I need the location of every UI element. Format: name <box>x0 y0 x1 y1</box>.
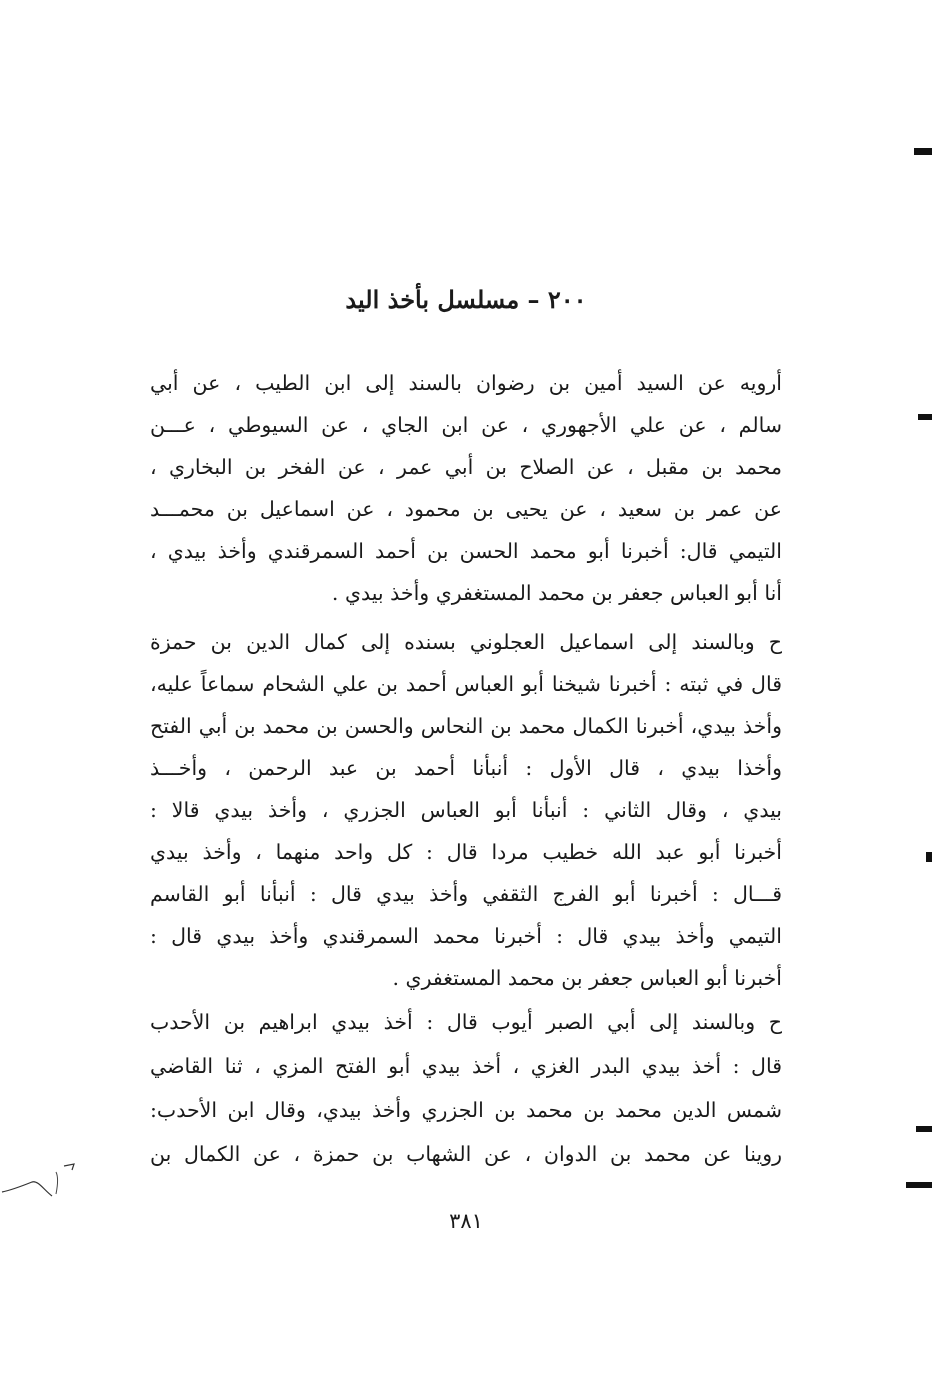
scan-mark <box>926 852 932 862</box>
scan-mark <box>918 414 932 420</box>
text-line: وأخذ بيدي، أخبرنا الكمال محمد بن النحاس والحسن بن محمد بن أبي الفتح <box>150 714 782 738</box>
text-line: قـــال : أخبرنا أبو الفرج الثقفي وأخذ بيدي قال : أنبأنا أبو القاسم <box>150 882 782 906</box>
text-line: روينا عن محمد بن الدوان ، عن الشهاب بن حمزة ، عن الكمال بن <box>150 1142 782 1166</box>
section-title: ٢٠٠ – مسلسل بأخذ اليد <box>345 285 587 314</box>
paragraph-2 <box>150 621 782 999</box>
text-line: التيمي قال: أخبرنا أبو محمد الحسن بن أحمد السمرقندي وأخذ بيدي ، <box>150 539 782 563</box>
page-number: ٣٨١ <box>449 1209 483 1233</box>
paragraph-1 <box>150 362 782 614</box>
text-line: محمد بن مقبل ، عن الصلاح بن أبي عمر ، عن الفخر بن البخاري ، <box>150 455 782 479</box>
text-line: بيدي ، وقال الثاني : أنبأنا أبو العباس الجزري ، وأخذ بيدي قالا : <box>150 798 782 822</box>
margin-scribble <box>0 1150 90 1210</box>
text-line: أنا أبو العباس جعفر بن محمد المستغفري وأخذ بيدي . <box>331 581 782 605</box>
text-line: أخبرنا أبو العباس جعفر بن محمد المستغفري . <box>392 966 782 990</box>
text-line: شمس الدين محمد بن محمد بن الجزري وأخذ بيدي، وقال ابن الأحدب: <box>150 1098 782 1122</box>
scan-mark <box>906 1182 932 1188</box>
text-line: قال : أخذ بيدي البدر الغزي ، أخذ بيدي أبو الفتح المزي ، ثنا القاضي <box>150 1054 782 1078</box>
text-line: التيمي وأخذ بيدي قال : أخبرنا محمد السمرقندي وأخذ بيدي قال : <box>150 924 782 948</box>
paragraph-3 <box>150 1000 782 1176</box>
text-line: عن عمر بن سعيد ، عن يحيى بن محمود ، عن اسماعيل بن محمـــد <box>150 497 782 521</box>
text-line: ح وبالسند إلى اسماعيل العجلوني بسنده إلى كمال الدين بن حمزة <box>150 630 782 654</box>
text-line: أرويه عن السيد أمين بن رضوان بالسند إلى ابن الطيب ، عن أبي <box>150 371 782 395</box>
text-line: أخبرنا أبو عبد الله خطيب مردا قال : كل واحد منهما ، وأخذ بيدي <box>150 840 782 864</box>
text-line: سالم ، عن علي الأجهوري ، عن ابن الجاي ، عن السيوطي ، عـــن <box>150 413 782 437</box>
scan-mark <box>916 1126 932 1132</box>
text-line: قال في ثبته : أخبرنا شيخنا أبو العباس أحمد بن علي الشحام سماعاً عليه، <box>150 672 782 696</box>
text-line: ح وبالسند إلى أبي الصبر أيوب قال : أخذ بيدي ابراهيم بن الأحدب <box>150 1010 782 1034</box>
scan-mark <box>914 148 932 155</box>
text-line: وأخذا بيدي ، قال الأول : أنبأنا أحمد بن عبد الرحمن ، وأخـــذ <box>150 756 782 780</box>
